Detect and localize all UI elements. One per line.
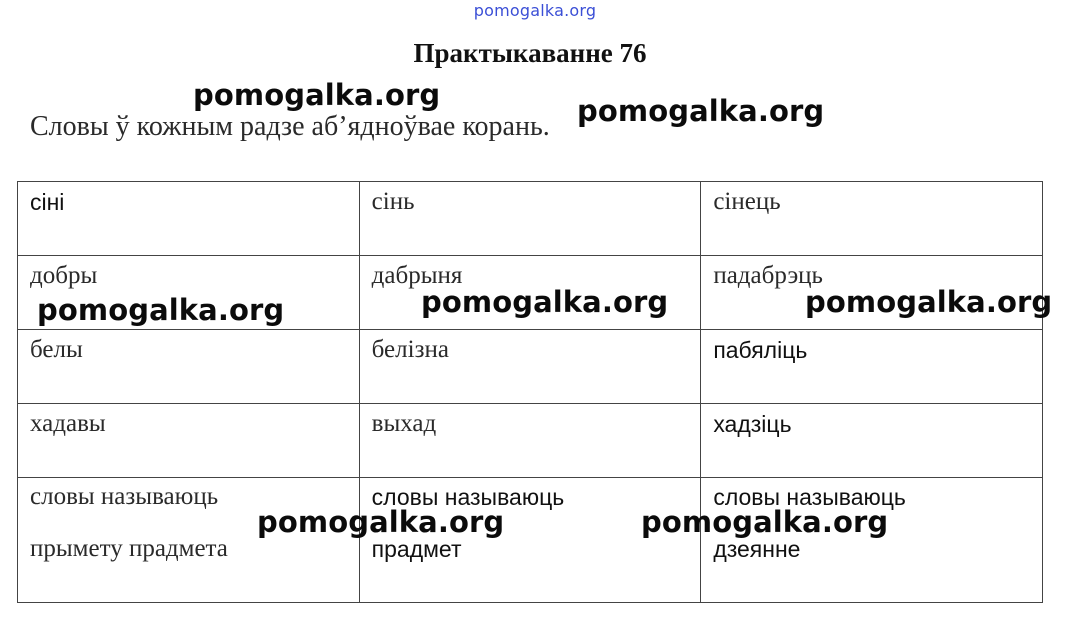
watermark: pomogalka.org — [37, 293, 285, 327]
table-row — [18, 404, 1043, 478]
table-cell: падабрэць — [701, 256, 1043, 330]
watermark: pomogalka.org — [577, 94, 825, 128]
watermark: pomogalka.org — [805, 285, 1053, 319]
cell-line: прымету прадмета — [30, 535, 228, 562]
cell-line: словы называюць — [713, 484, 906, 510]
site-watermark-top: pomogalka.org — [473, 1, 597, 20]
table-cell: выхад — [359, 404, 701, 478]
table-cell: белізна — [359, 330, 701, 404]
table-cell — [18, 478, 360, 603]
table-cell: пабяліць — [701, 330, 1043, 404]
cell-line: словы называюць — [371, 484, 565, 510]
table-row — [18, 182, 1043, 256]
table-cell: хадавы — [18, 404, 360, 478]
table-row — [18, 330, 1043, 404]
exercise-title: Практыкаванне 76 — [413, 38, 647, 68]
table-cell: дабрыня — [359, 256, 701, 330]
cell-line: прадмет — [371, 536, 462, 562]
table-cell: сінь — [359, 182, 701, 256]
table-cell — [359, 478, 701, 603]
cell-line: дзеянне — [713, 536, 801, 562]
table-row — [18, 478, 1043, 603]
table-cell: добры — [18, 256, 360, 330]
word-table — [17, 181, 1043, 603]
table-cell: сіні — [18, 182, 360, 256]
table-cell — [701, 478, 1043, 603]
exercise-instruction: Словы ў кожным радзе аб’ядноўвае корань. — [30, 111, 550, 142]
watermark: pomogalka.org — [641, 505, 889, 539]
watermark: pomogalka.org — [193, 78, 441, 112]
table-cell: белы — [18, 330, 360, 404]
watermark: pomogalka.org — [257, 505, 505, 539]
table-cell: сінець — [701, 182, 1043, 256]
watermark: pomogalka.org — [421, 285, 669, 319]
table-cell: хадзіць — [701, 404, 1043, 478]
cell-line: словы называюць — [30, 483, 219, 510]
